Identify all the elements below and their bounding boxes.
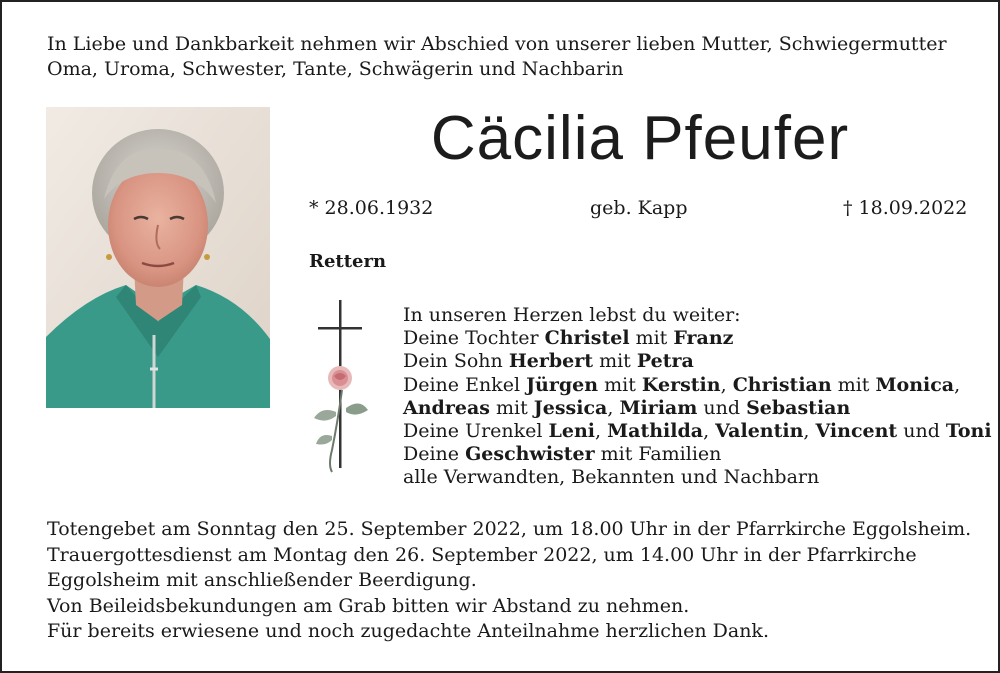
intro-line-2: Oma, Uroma, Schwester, Tante, Schwägerin und Nachbarin (47, 58, 624, 80)
survivor-text: mit Familien (594, 443, 722, 466)
survivor-text: , (703, 420, 716, 443)
survivor-text: Deine Enkel (403, 373, 527, 396)
death-symbol: † (843, 197, 853, 219)
cross-with-rose-icon (312, 300, 374, 482)
survivor-text: In unseren Herzen lebst du weiter: (403, 304, 741, 326)
survivor-text: Dein Sohn (403, 350, 509, 373)
survivor-text: alle Verwandten, Bekannten und Nachbarn (403, 466, 820, 489)
survivor-name: Christel (544, 327, 630, 350)
survivor-name: Jürgen (526, 373, 599, 396)
birth-symbol: * (309, 197, 319, 219)
survivor-text: mit (489, 396, 534, 419)
birth-date-value: 28.06.1932 (324, 197, 434, 219)
survivor-name: Petra (636, 350, 694, 373)
portrait-photo (46, 107, 270, 408)
intro-text (47, 32, 967, 82)
survivor-name: Mathilda (607, 420, 704, 443)
survivor-name: Vincent (815, 420, 898, 443)
survivor-text: , (595, 420, 608, 443)
intro-line-1: In Liebe und Dankbarkeit nehmen wir Abschied von unserer lieben Mutter, Schwiegermutter (47, 33, 947, 55)
death-date-value: 18.09.2022 (858, 197, 968, 219)
survivors-line (403, 443, 992, 466)
birth-date (309, 197, 433, 219)
deceased-name: Cäcilia Pfeufer (430, 104, 850, 173)
survivors-line (403, 466, 992, 489)
survivors-line (403, 374, 992, 397)
survivor-text: Deine (403, 443, 466, 466)
survivor-text: mit (593, 350, 637, 373)
survivor-name: Kerstin (641, 373, 721, 396)
closing-line-3: Eggolsheim mit anschließender Beerdigung. (47, 569, 477, 591)
closing-line-2: Trauergottesdienst am Montag den 26. September 2022, um 14.00 Uhr in der Pfarrkirche (47, 543, 917, 566)
closing-line-5: Für bereits erwiesene und noch zugedachte Anteilnahme herzlichen Dank. (47, 620, 769, 642)
place-of-residence: Rettern (309, 251, 387, 272)
survivor-text: , (803, 420, 816, 443)
survivor-name: Geschwister (465, 443, 595, 466)
survivor-name: Andreas (403, 396, 490, 419)
survivor-name: Monica (875, 373, 955, 396)
survivor-name: Sebastian (746, 396, 851, 419)
survivor-text: , (954, 373, 961, 396)
survivor-text: Deine Urenkel (403, 420, 549, 443)
survivor-name: Franz (673, 327, 734, 350)
survivor-name: Herbert (508, 350, 594, 373)
survivor-name: Valentin (715, 420, 804, 443)
survivor-text: , (720, 373, 733, 396)
survivors-list (403, 304, 992, 490)
survivor-text: mit (629, 327, 674, 350)
closing-line-4: Von Beileidsbekundungen am Grab bitten wir Abstand zu nehmen. (47, 594, 690, 617)
survivors-line (403, 420, 992, 443)
survivor-name: Toni (945, 420, 992, 443)
survivor-text: und (697, 396, 747, 419)
survivor-name: Miriam (619, 396, 698, 419)
survivors-line (403, 350, 992, 373)
survivor-text: und (897, 420, 946, 443)
closing-line-1: Totengebet am Sonntag den 25. September 2022, um 18.00 Uhr in der Pfarrkirche Eggolsheim. (47, 518, 972, 540)
survivor-text: , (607, 396, 620, 419)
survivors-line (403, 304, 992, 327)
survivors-line (403, 397, 992, 420)
survivor-text: mit (598, 373, 642, 396)
death-date (843, 197, 967, 219)
survivor-name: Jessica (533, 396, 608, 419)
survivor-text: Deine Tochter (403, 327, 545, 350)
maiden-name: geb. Kapp (590, 197, 688, 219)
survivors-line (403, 327, 992, 350)
survivor-name: Christian (732, 373, 832, 396)
closing-text (47, 517, 977, 645)
survivor-name: Leni (548, 420, 596, 443)
survivor-text: mit (831, 373, 876, 396)
